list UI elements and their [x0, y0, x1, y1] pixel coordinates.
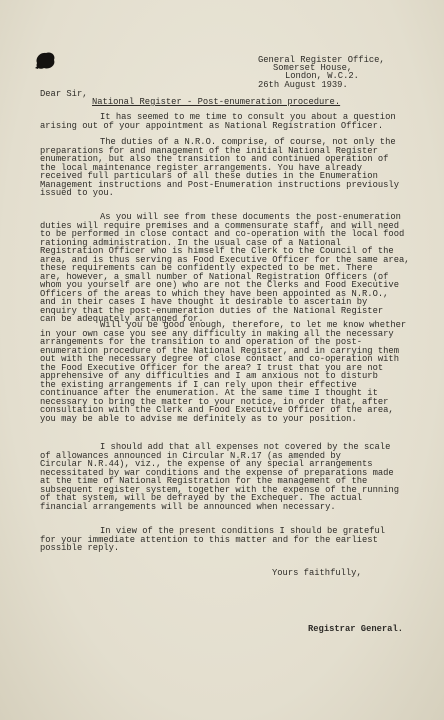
- ink-blot-mark: [33, 49, 57, 71]
- paragraph-line: issued to you.: [40, 188, 114, 198]
- paragraph-line: It has seemed to me time to consult you about a question: [100, 112, 396, 122]
- paragraph-line: whom you yourself are one) who are not the Clerks and Food Executive: [40, 280, 399, 290]
- paragraph-line: for your immediate attention to this matter and for the earliest: [40, 534, 378, 545]
- paragraph-line: the local maintenance register arrangements. You have already: [40, 162, 363, 173]
- letter-date: 26th August 1939.: [258, 80, 348, 90]
- paragraph-line: the Food Executive Officer for the area? I trust that you are not: [40, 362, 384, 373]
- paragraph-line: continuance after the enumeration. At the same time I thought it: [40, 388, 378, 398]
- address-line: General Register Office,: [258, 55, 385, 65]
- paragraph-line: financial arrangements will be announced when necessary.: [40, 501, 336, 512]
- paragraph-line: In view of the present conditions I should be grateful: [100, 526, 386, 536]
- paragraph-line: As you will see from these documents the post-enumeration: [100, 212, 401, 222]
- paragraph-line: at the time of National Registration for the management of the: [40, 476, 368, 486]
- paragraph-line: apprehensive of any difficulties and I am anxious not to disturb: [40, 371, 378, 381]
- paragraph-line: received full particulars of all these duties in the Enumeration: [40, 171, 378, 181]
- paragraph-line: rationing administration. In the usual case of a National: [40, 237, 341, 248]
- paragraph-line: arrangements for the transition to and operation of the post-: [40, 337, 363, 347]
- paragraph-line: area, and is thus serving as Food Executive Officer for the same area,: [40, 254, 410, 265]
- paragraph-line: and in their cases I have thought it desirable to ascertain by: [40, 297, 368, 307]
- paragraph-line: arising out of your appointment as National Registration Officer.: [40, 120, 384, 131]
- paragraph-line: enumeration procedure of the National Register, and in carrying them: [40, 345, 399, 356]
- paragraph-line: necessary to bring the matter to your notice, in order that, after: [40, 396, 389, 407]
- paragraph-line: Circular N.R.44), viz., the expense of any special arrangements: [40, 459, 373, 469]
- paragraph-line: necessitated by war conditions and the expense of preparations made: [40, 467, 394, 478]
- paragraph-line: duties will require premises and a commensurate staff, and will need: [40, 220, 399, 231]
- paragraph-line: Officers of the areas to which they have been appointed as N.R.O.,: [40, 288, 389, 299]
- paragraph-line: to be performed in close contact and co-operation with the local food: [40, 229, 405, 239]
- paragraph-line: Management instructions and Post-Enumeration instructions previously: [40, 179, 399, 190]
- paragraph-line: are, however, a small number of National Registration Officers (of: [40, 271, 389, 282]
- paragraph-line: the existing arrangements if I can rely upon their effective: [40, 379, 357, 390]
- paragraph-line: in your own case you see any difficulty in making all the necessary: [40, 328, 394, 339]
- paragraph-line: these requirements can be confidently expected to be met. There: [40, 263, 373, 273]
- paragraph-line: of allowances announced in Circular N.R.17 (as amended by: [40, 450, 341, 461]
- paragraph-line: enquiry that the post-enumeration duties of the National Register: [40, 305, 384, 316]
- paragraph-line: I should add that all expenses not covered by the scale: [100, 442, 391, 452]
- subject-line: National Register - Post-enumeration procedure.: [92, 97, 341, 107]
- paragraph-line: you may be able to advise me definitely as to your position.: [40, 413, 357, 424]
- paragraph-line: subsequent register system, together with the expense of the running: [40, 484, 399, 495]
- paragraph-line: preparations for and management of the initial National Register: [40, 145, 378, 156]
- signature: Registrar General.: [308, 624, 404, 634]
- paragraph-line: enumeration, but also the transition to and continued operation of: [40, 154, 389, 164]
- paragraph-line: Will you be good enough, therefore, to let me know whether: [100, 320, 407, 330]
- address-line: Somerset House,: [273, 63, 353, 73]
- paragraph-line: consultation with the Clerk and Food Executive Officer of the area,: [40, 405, 394, 415]
- salutation: Dear Sir,: [40, 89, 88, 99]
- paragraph-line: possible reply.: [40, 543, 120, 553]
- paragraph-line: of that system, will be defrayed by the Exchequer. The actual: [40, 493, 363, 503]
- address-line: London, W.C.2.: [285, 71, 359, 81]
- paragraph-line: Registration Officer who is himself the Clerk to the Council of the: [40, 246, 394, 256]
- paragraph-line: The duties of a N.R.O. comprise, of course, not only the: [100, 137, 396, 147]
- valediction: Yours faithfully,: [272, 568, 362, 578]
- paragraph-line: can be adequately arranged for.: [40, 314, 204, 324]
- paragraph-line: out with the necessary degree of close contact and co-operation with: [40, 354, 399, 364]
